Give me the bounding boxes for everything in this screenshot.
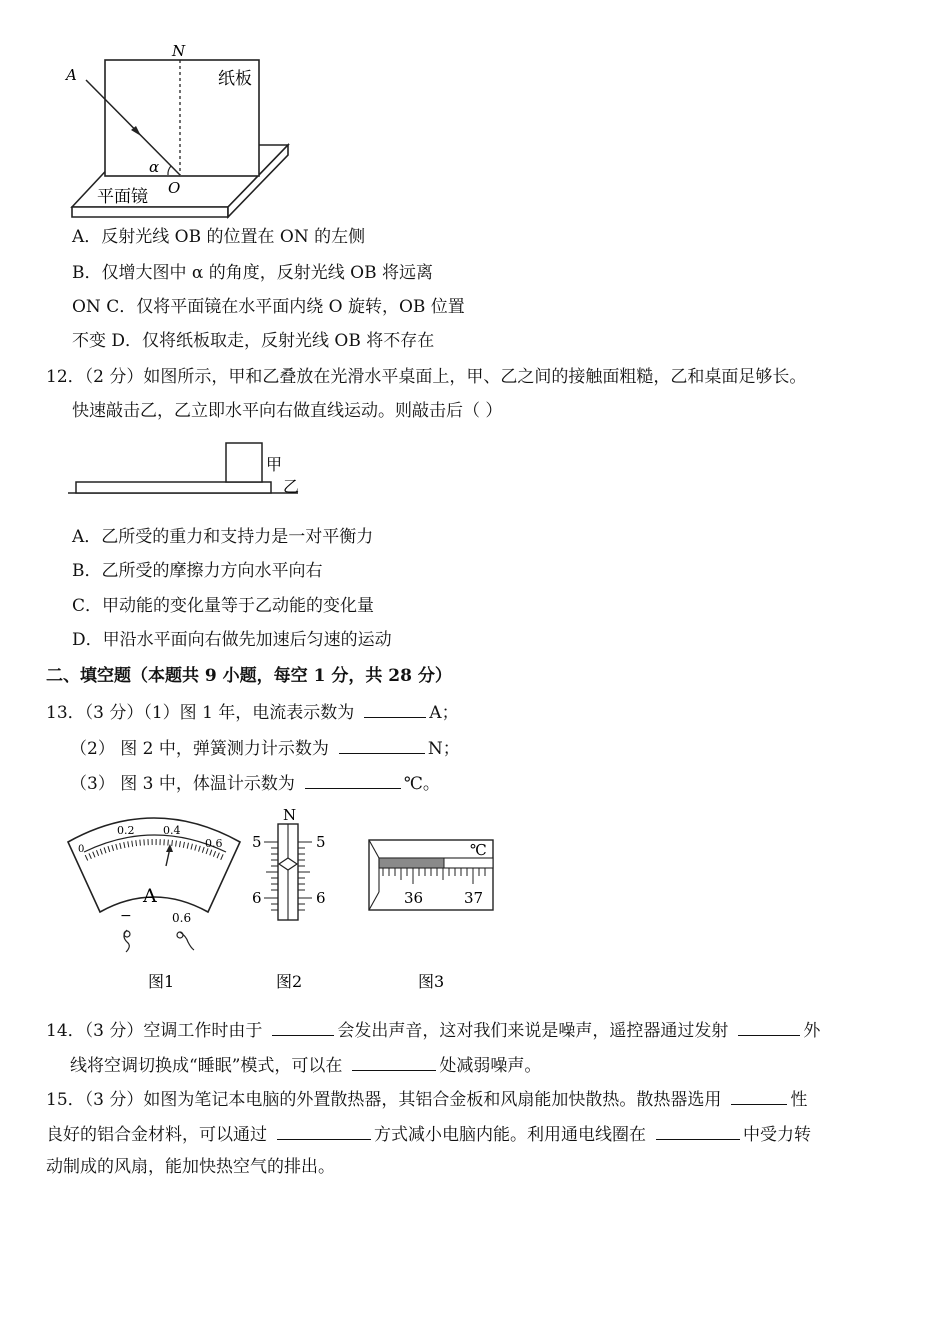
q15-text-3: 良好的铝合金材料，可以通过: [46, 1125, 267, 1145]
q13-part2-text: （2） 图 2 中，弹簧测力计示数为: [70, 739, 329, 759]
ammeter-scale-0-2: 0.2: [117, 824, 135, 837]
thermometer-mark-36: 36: [404, 889, 424, 907]
figure-1-caption: 图1: [148, 972, 175, 991]
q14-line2: [70, 1053, 541, 1077]
q14-text-1: 14．（3 分）空调工作时由于: [46, 1021, 263, 1041]
spring-scale-right-ticks: [298, 842, 312, 910]
q12-option-d: D．甲沿水平面向右做先加速后匀速的运动: [72, 630, 392, 650]
q14-blank-1[interactable]: [272, 1018, 334, 1036]
q13-part1-text: 13．（3 分）（1）图 1 年，电流表示数为: [46, 703, 355, 723]
q12-stem-line2: 快速敲击乙，乙立即水平向右做直线运动。则敲击后（ ）: [72, 401, 503, 421]
ammeter-terminal-0-6: 0.6: [172, 911, 192, 925]
q15-line3: 动制成的风扇，能加快热空气的排出。: [46, 1157, 335, 1177]
spring-scale-left-5: 5: [252, 833, 262, 851]
q15-text-4: 方式减小电脑内能。利用通电线圈在: [374, 1125, 646, 1145]
spring-scale-left-6: 6: [252, 889, 262, 907]
label-yi: 乙: [283, 477, 300, 496]
figure-2-caption: 图2: [276, 972, 303, 991]
label-alpha: α: [149, 158, 160, 176]
q12-option-a: A．乙所受的重力和支持力是一对平衡力: [72, 527, 374, 547]
spring-scale-right-6: 6: [316, 889, 326, 907]
q13-part2-unit: N；: [427, 739, 460, 759]
ammeter-terminal-right-wire: [180, 932, 194, 950]
q11-option-c: ON C．仅将平面镜在水平面内绕 O 旋转，OB 位置: [72, 297, 465, 317]
q14-text-4: 线将空调切换成“睡眠”模式，可以在: [70, 1056, 343, 1076]
spring-scale-right-5: 5: [316, 833, 326, 851]
ammeter-terminal-left-wire: [124, 930, 129, 952]
ammeter: [68, 818, 240, 991]
q13-part3-text: （3） 图 3 中，体温计示数为: [70, 774, 295, 794]
label-jia: 甲: [266, 455, 283, 474]
label-o: O: [168, 179, 181, 197]
q13-figures: [0, 800, 950, 1000]
q13-part3-unit: ℃。: [403, 774, 440, 794]
block-yi: [76, 482, 271, 493]
q14-text-5: 处减弱噪声。: [439, 1056, 542, 1076]
q13-blank-3[interactable]: [305, 771, 401, 789]
q14-text-3: 外: [803, 1021, 821, 1041]
q12-figure: [0, 430, 950, 500]
q15-text-2: 性: [790, 1090, 808, 1110]
q15-blank-1[interactable]: [731, 1087, 787, 1105]
q11-option-b: B．仅增大图中 α 的角度，反射光线 OB 将远离: [72, 263, 434, 283]
q15-blank-2[interactable]: [277, 1122, 371, 1140]
q14-line1: [46, 1018, 820, 1042]
thermometer-mercury-column: [379, 858, 444, 868]
label-mirror: 平面镜: [97, 187, 148, 207]
ammeter-unit: A: [143, 885, 157, 907]
thermometer-mark-37: 37: [464, 889, 484, 907]
figure-3-caption: 图3: [418, 972, 445, 991]
q11-option-a: A．反射光线 OB 的位置在 ON 的左侧: [72, 227, 366, 247]
ammeter-scale-0-6: 0.6: [205, 837, 223, 850]
q15-line1: [46, 1087, 807, 1111]
q15-text-5: 中受力转: [743, 1125, 811, 1145]
q13-blank-2[interactable]: [339, 736, 425, 754]
q13-part2: [70, 736, 460, 760]
q12-option-c: C．甲动能的变化量等于乙动能的变化量: [72, 596, 375, 616]
q11-option-d: 不变 D．仅将纸板取走，反射光线 OB 将不存在: [72, 331, 435, 351]
ammeter-terminal-right-knob: [177, 932, 183, 938]
q15-text-1: 15．（3 分）如图为笔记本电脑的外置散热器，其铝合金板和风扇能加快散热。散热器选用: [46, 1090, 722, 1110]
q13-blank-1[interactable]: [364, 700, 426, 718]
label-paper: 纸板: [218, 69, 252, 89]
q14-text-2: 会发出声音，这对我们来说是噪声，遥控器通过发射: [337, 1021, 729, 1041]
q13-part1-unit: A；: [429, 703, 459, 723]
ammeter-scale-0-4: 0.4: [163, 824, 181, 837]
spring-scale-left-ticks: [264, 842, 278, 910]
ammeter-scale-0: 0: [78, 844, 85, 855]
q14-blank-2[interactable]: [738, 1018, 800, 1036]
thermometer: [369, 840, 493, 991]
thermometer-unit: ℃: [470, 841, 487, 859]
q13-part3: [70, 771, 440, 795]
spring-scale-unit: N: [283, 806, 297, 824]
mirror-front-face: [72, 207, 228, 217]
q12-option-b: B．乙所受的摩擦力方向水平向右: [72, 561, 323, 581]
section2-heading: 二、填空题（本题共 9 小题，每空 1 分，共 28 分）: [46, 666, 452, 686]
label-n: N: [172, 42, 186, 60]
q15-line2: [46, 1122, 811, 1146]
block-jia: [226, 443, 262, 482]
spring-scale: [252, 806, 326, 991]
q12-stem-line1: 12．（2 分）如图所示，甲和乙叠放在光滑水平桌面上，甲、乙之间的接触面粗糙，乙和桌面足够长。: [46, 367, 807, 387]
q11-figure: [0, 0, 950, 230]
label-a: A: [66, 66, 77, 84]
q14-blank-3[interactable]: [352, 1053, 436, 1071]
ammeter-terminal-minus: −: [120, 908, 132, 924]
q15-blank-3[interactable]: [656, 1122, 740, 1140]
q13-part1: [46, 700, 459, 724]
